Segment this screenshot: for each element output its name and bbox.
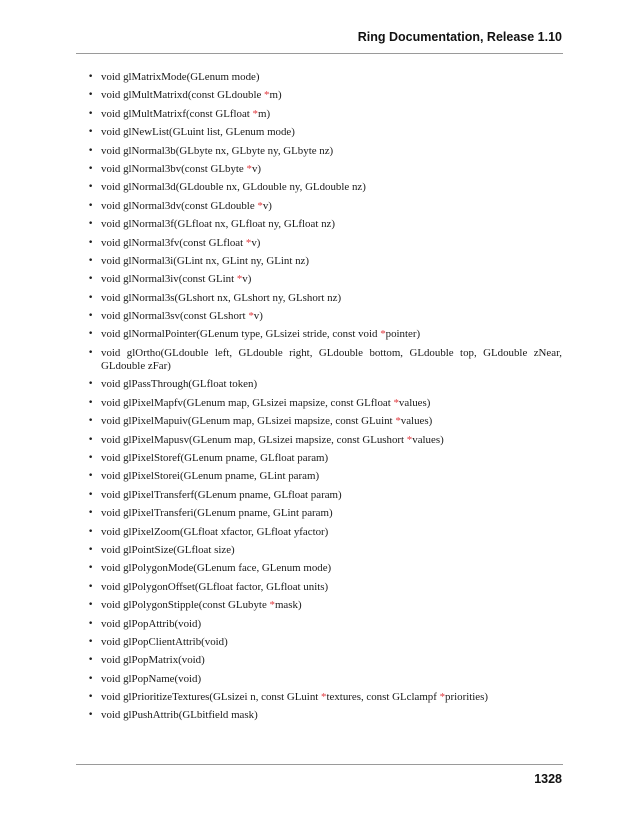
signature-text: void glPixelMapuiv(GLenum map, GLsizei mapsize, const GLuint (101, 415, 396, 428)
bullet-icon: • (88, 72, 94, 82)
bullet-icon: • (88, 600, 94, 611)
bullet-icon: • (88, 311, 94, 322)
signature-text: void glPopAttrib(void) (101, 617, 202, 630)
signature-text: v) (262, 199, 272, 212)
signature-text: m) (269, 89, 282, 102)
signature-text: void glNormal3s(GLshort nx, GLshort ny, GLshort nz) (101, 291, 342, 304)
list-item (88, 599, 562, 612)
bullet-icon: • (88, 379, 94, 390)
page-number: 1328 (534, 772, 562, 786)
list-item (88, 562, 562, 575)
signature-text: void glPolygonOffset(GLfloat factor, GLfloat units) (101, 580, 329, 593)
list-item (88, 415, 562, 428)
bullet-icon: • (88, 90, 94, 101)
bullet-icon: • (88, 508, 94, 519)
bullet-icon: • (88, 434, 94, 445)
signature-text: void glNormal3bv(const GLbyte (101, 162, 247, 175)
bullet-icon: • (88, 163, 94, 174)
pointer-asterisk: * (257, 199, 263, 212)
pointer-asterisk: * (406, 433, 413, 446)
signature-text: void glNormal3d(GLdouble nx, GLdouble ny, GLdouble nz) (101, 181, 366, 194)
signature-text: void glPolygonMode(GLenum face, GLenum mode) (101, 562, 332, 575)
list-item (88, 434, 562, 447)
bullet-icon: • (88, 292, 94, 303)
signature-text: void glOrtho(GLdouble left, GLdouble right, GLdouble bottom, GLdouble top, GLdouble zNear, GLdouble zFar) (101, 346, 562, 373)
bullet-icon: • (88, 636, 94, 647)
signature-text: void glNormal3sv(const GLshort (101, 310, 249, 323)
signature-text: void glPopClientAttrib(void) (101, 635, 228, 648)
list-item (88, 526, 562, 539)
list-item (88, 397, 562, 410)
list-item (88, 310, 562, 323)
signature-text: void glNormal3iv(const GLint (101, 273, 237, 286)
function-signature-list (88, 71, 562, 728)
list-item (88, 292, 562, 305)
list-item (88, 237, 562, 250)
bullet-icon: • (88, 489, 94, 500)
list-item (88, 347, 562, 373)
bullet-icon: • (88, 563, 94, 574)
signature-text: void glMultMatrixd(const GLdouble (101, 89, 265, 102)
list-item (88, 654, 562, 667)
list-item (88, 507, 562, 520)
signature-text: mask) (274, 599, 302, 612)
signature-text: values) (400, 415, 433, 428)
list-item (88, 273, 562, 286)
signature-text: values) (398, 396, 431, 409)
bullet-icon: • (88, 108, 94, 119)
bullet-icon: • (88, 127, 94, 138)
bullet-icon: • (88, 219, 94, 230)
bullet-icon: • (88, 655, 94, 666)
list-item (88, 544, 562, 557)
pointer-asterisk: * (321, 691, 327, 704)
signature-text: void glPixelMapusv(GLenum map, GLsizei mapsize, const GLushort (101, 433, 407, 446)
signature-text: void glMultMatrixf(const GLfloat (101, 107, 253, 120)
bullet-icon: • (88, 329, 94, 340)
list-item (88, 581, 562, 594)
list-item (88, 126, 562, 139)
bullet-icon: • (88, 710, 94, 721)
signature-text: void glPixelZoom(GLfloat xfactor, GLfloat yfactor) (101, 525, 329, 538)
list-item (88, 378, 562, 391)
signature-text: void glNormal3fv(const GLfloat (101, 236, 246, 249)
list-item (88, 181, 562, 194)
pointer-asterisk: * (248, 310, 254, 323)
signature-text: void glMatrixMode(GLenum mode) (101, 71, 260, 83)
bullet-icon: • (88, 237, 94, 248)
signature-text: void glNewList(GLuint list, GLenum mode) (101, 126, 295, 139)
list-item (88, 71, 562, 84)
list-item (88, 618, 562, 631)
list-item (88, 200, 562, 213)
pointer-asterisk: * (245, 236, 252, 249)
signature-text: void glPrioritizeTextures(GLsizei n, const GLuint (101, 691, 322, 704)
list-item (88, 673, 562, 686)
signature-text: void glPassThrough(GLfloat token) (101, 378, 258, 391)
running-header-title: Ring Documentation, Release 1.10 (357, 30, 562, 44)
signature-text: void glPixelTransferi(GLenum pname, GLint param) (101, 507, 333, 520)
list-item (88, 709, 562, 722)
list-item (88, 89, 562, 102)
signature-text: v) (253, 310, 263, 323)
pointer-asterisk: * (236, 273, 243, 286)
header-divider (76, 53, 563, 54)
signature-text: v) (251, 162, 262, 175)
bullet-icon: • (88, 274, 94, 285)
bullet-icon: • (88, 618, 94, 629)
bullet-icon: • (88, 673, 94, 684)
signature-text: priorities) (445, 691, 488, 704)
footer-divider (76, 764, 563, 765)
signature-text: void glPixelStoref(GLenum pname, GLfloat param) (101, 452, 329, 465)
signature-text: void glPushAttrib(GLbitfield mask) (101, 709, 258, 722)
pointer-asterisk: * (380, 328, 386, 341)
list-item (88, 489, 562, 502)
signature-text: pointer) (385, 328, 421, 341)
list-item (88, 108, 562, 121)
signature-text: v) (251, 236, 261, 249)
bullet-icon: • (88, 544, 94, 555)
signature-text: void glPixelMapfv(GLenum map, GLsizei mapsize, const GLfloat (101, 396, 394, 409)
signature-text: void glPopMatrix(void) (101, 654, 205, 667)
list-item (88, 328, 562, 341)
list-item (88, 218, 562, 231)
bullet-icon: • (88, 692, 94, 703)
pointer-asterisk: * (393, 396, 399, 409)
pointer-asterisk: * (395, 415, 401, 428)
list-item (88, 691, 562, 704)
bullet-icon: • (88, 200, 94, 211)
signature-text: void glNormalPointer(GLenum type, GLsizei stride, const void (101, 328, 381, 341)
pointer-asterisk: * (264, 89, 270, 102)
signature-text: void glPixelStorei(GLenum pname, GLint param) (101, 470, 320, 483)
list-item (88, 636, 562, 649)
pointer-asterisk: * (439, 691, 446, 704)
bullet-icon: • (88, 471, 94, 482)
bullet-icon: • (88, 182, 94, 193)
pointer-asterisk: * (246, 162, 252, 175)
pointer-asterisk: * (269, 599, 275, 612)
signature-text: m) (258, 107, 271, 120)
signature-text: void glNormal3f(GLfloat nx, GLfloat ny, GLfloat nz) (101, 218, 335, 231)
signature-text: textures, const GLclampf (326, 691, 440, 704)
signature-text: void glPointSize(GLfloat size) (101, 543, 235, 556)
bullet-icon: • (88, 255, 94, 266)
list-item (88, 145, 562, 158)
list-item (88, 470, 562, 483)
signature-text: void glNormal3i(GLint nx, GLint ny, GLint nz) (101, 254, 310, 267)
signature-text: void glPolygonStipple(const GLubyte (101, 599, 270, 612)
list-item (88, 163, 562, 176)
pointer-asterisk: * (252, 107, 258, 120)
signature-text: void glPopName(void) (101, 672, 202, 685)
bullet-icon: • (88, 347, 94, 358)
signature-text: void glNormal3b(GLbyte nx, GLbyte ny, GLbyte nz) (101, 144, 334, 157)
signature-text: v) (242, 273, 252, 286)
bullet-icon: • (88, 453, 94, 464)
signature-text: void glPixelTransferf(GLenum pname, GLfloat param) (101, 488, 342, 501)
bullet-icon: • (88, 397, 94, 408)
bullet-icon: • (88, 581, 94, 592)
bullet-icon: • (88, 416, 94, 427)
bullet-icon: • (88, 145, 94, 156)
signature-text: void glNormal3dv(const GLdouble (101, 199, 258, 212)
list-item (88, 452, 562, 465)
list-item (88, 255, 562, 268)
bullet-icon: • (88, 526, 94, 537)
signature-text: values) (412, 433, 444, 446)
